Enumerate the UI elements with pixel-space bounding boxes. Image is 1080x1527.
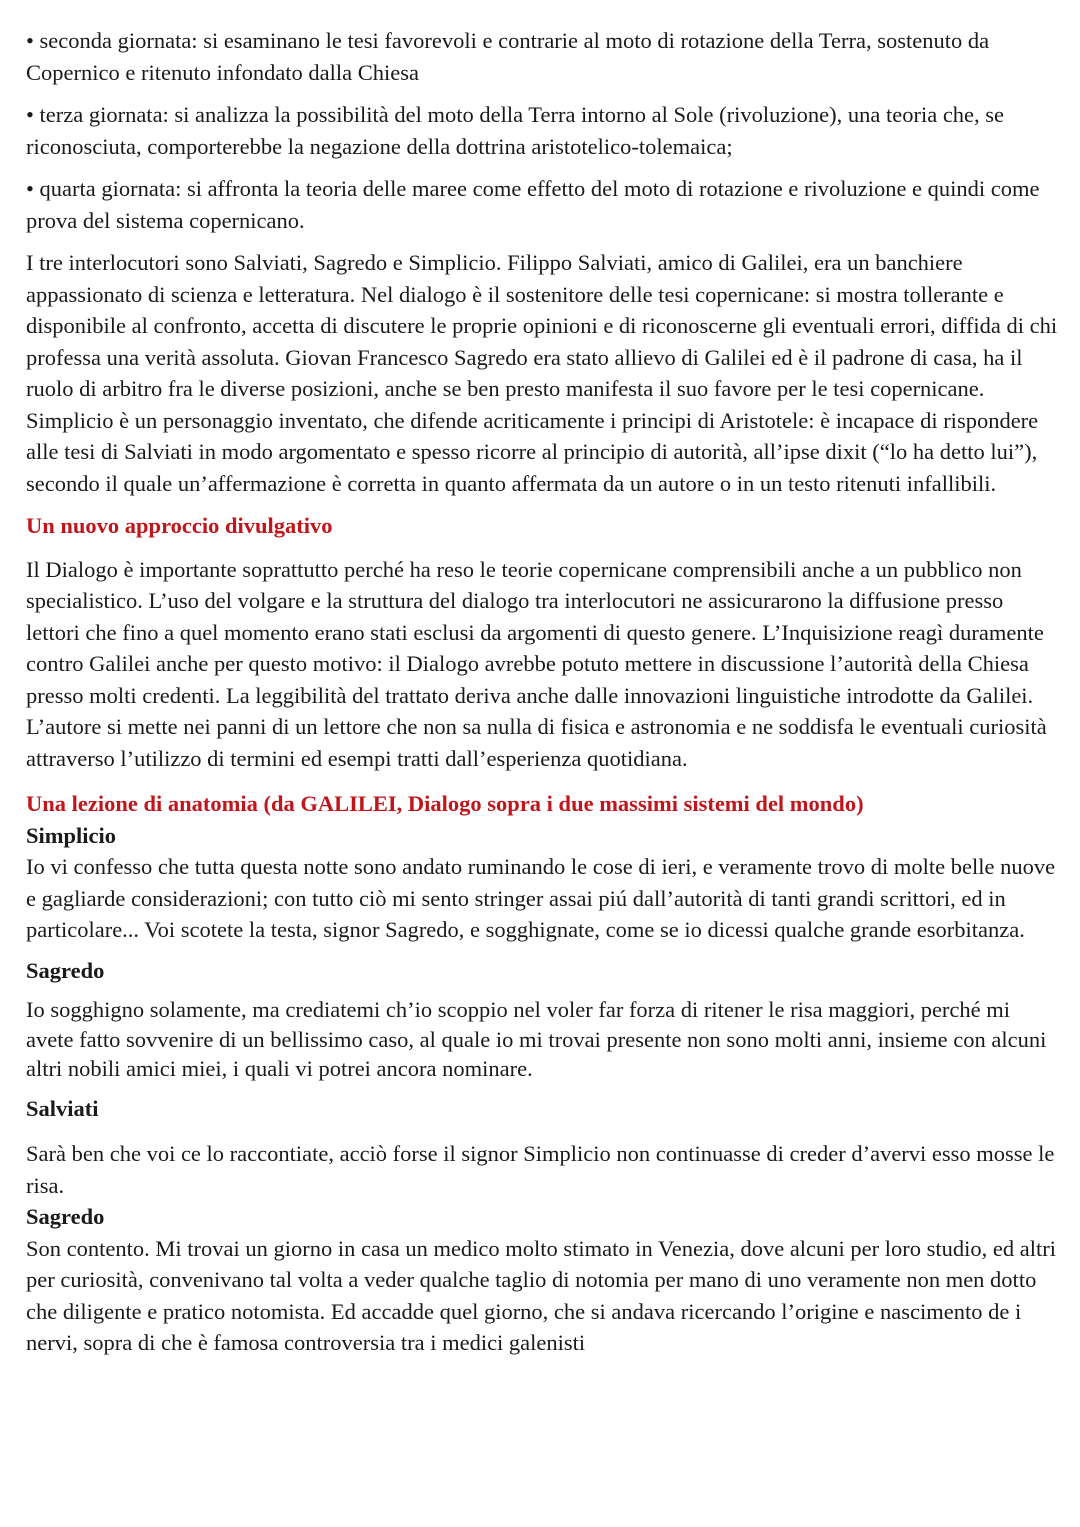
speech-text: Io sogghigno solamente, ma crediatemi ch’io scoppio nel voler far forza di ritener le risa maggiori, perché mi avete fatto sovvenire di un bellissimo caso, al quale io mi trovai presente non sono molti anni, insieme con alcuni altri nobili amici miei, i quali vi potrei ancora nominare.: [26, 997, 1047, 1081]
speaker-name: Sagredo: [26, 1204, 105, 1229]
speech-text: Son contento. Mi trovai un giorno in casa un medico molto stimato in Venezia, dove alcuni per loro studio, ed altri per curiosità, convenivano tal volta a veder qualche taglio di notomia per mano di uno veramente non men dotto che diligente e pratico notomista. Ed accadde quel giorno, che si andava ricercando l’origine e nascimento de i nervi, sopra di che è famosa controversia tra i medici galenisti: [26, 1235, 1057, 1355]
speech-text: Sarà ben che voi ce lo raccontiate, acciò forse il signor Simplicio non continuasse di creder d’avervi esso mosse le risa.: [26, 1141, 1055, 1198]
bullet-quarta-giornata: • quarta giornata: si affronta la teoria delle maree come effetto del moto di rotazione e rivoluzione e quindi come prova del sistema copernicano.: [26, 176, 1040, 233]
bullet-terza-giornata: • terza giornata: si analizza la possibilità del moto della Terra intorno al Sole (rivoluzione), una teoria che, se riconosciuta, comporterebbe la negazione della dottrina aristotelico-tolemaica;: [26, 102, 1005, 159]
section-heading-anatomia: Una lezione di anatomia (da GALILEI, Dialogo sopra i due massimi sistemi del mondo): [26, 791, 864, 816]
interlocutors-paragraph: I tre interlocutori sono Salviati, Sagredo e Simplicio. Filippo Salviati, amico di Galilei, era un banchiere appassionato di scienza e letteratura. Nel dialogo è il sostenitore delle tesi copernicane: si mostra tollerante e disponibile al confronto, accetta di discutere le proprie opinioni e di riconoscerne gli eventuali errori, diffida di chi professa una verità assoluta. Giovan Francesco Sagredo era stato allievo di Galilei ed è il padrone di casa, ha il ruolo di arbitro fra le diverse posizioni, anche se ben presto manifesta il suo favore per le tesi copernicane. Simplicio è un personaggio inventato, che difende acriticamente i principi di Aristotele: è incapace di rispondere alle tesi di Salviati in modo argomentato e spesso ricorre al principio di autorità, all’ipse dixit (“lo ha detto lui”), secondo il quale un’affermazione è corretta in quanto affermata da un autore o in un testo ritenuti infallibili.: [26, 250, 1058, 496]
document-page: [26, 25, 1062, 1359]
speaker-name: Sagredo: [26, 957, 105, 983]
speaker-name: Salviati: [26, 1095, 99, 1121]
speaker-name: Simplicio: [26, 822, 117, 848]
bullet-seconda-giornata: • seconda giornata: si esaminano le tesi favorevoli e contrarie al moto di rotazione della Terra, sostenuto da Copernico e ritenuto infondato dalla Chiesa: [26, 28, 990, 85]
speech-text: Io vi confesso che tutta questa notte sono andato ruminando le cose di ieri, e veramente trovo di molte belle nuove e gagliarde considerazioni; con tutto ciò mi sento stringer assai piú dall’autorità di tanti grandi scrittori, ed in particolare... Voi scotete la testa, signor Sagredo, e sogghignate, come se io dicessi qualche grande esorbitanza.: [26, 854, 1056, 942]
section-heading-divulgativo: Un nuovo approccio divulgativo: [26, 513, 333, 538]
divulgativo-paragraph: Il Dialogo è importante soprattutto perché ha reso le teorie copernicane comprensibili anche a un pubblico non specialistico. L’uso del volgare e la struttura del dialogo tra interlocutori ne assicurarono la diffusione presso lettori che fino a quel momento erano stati esclusi da argomenti di questo genere. L’Inquisizione reagì duramente contro Galilei anche per questo motivo: il Dialogo avrebbe potuto mettere in discussione l’autorità della Chiesa presso molti credenti. La leggibilità del trattato deriva anche dalle innovazioni linguistiche introdotte da Galilei. L’autore si mette nei panni di un lettore che non sa nulla di fisica e astronomia e ne soddisfa le eventuali curiosità attraverso l’utilizzo di termini ed esempi tratti dall’esperienza quotidiana.: [26, 556, 1047, 771]
